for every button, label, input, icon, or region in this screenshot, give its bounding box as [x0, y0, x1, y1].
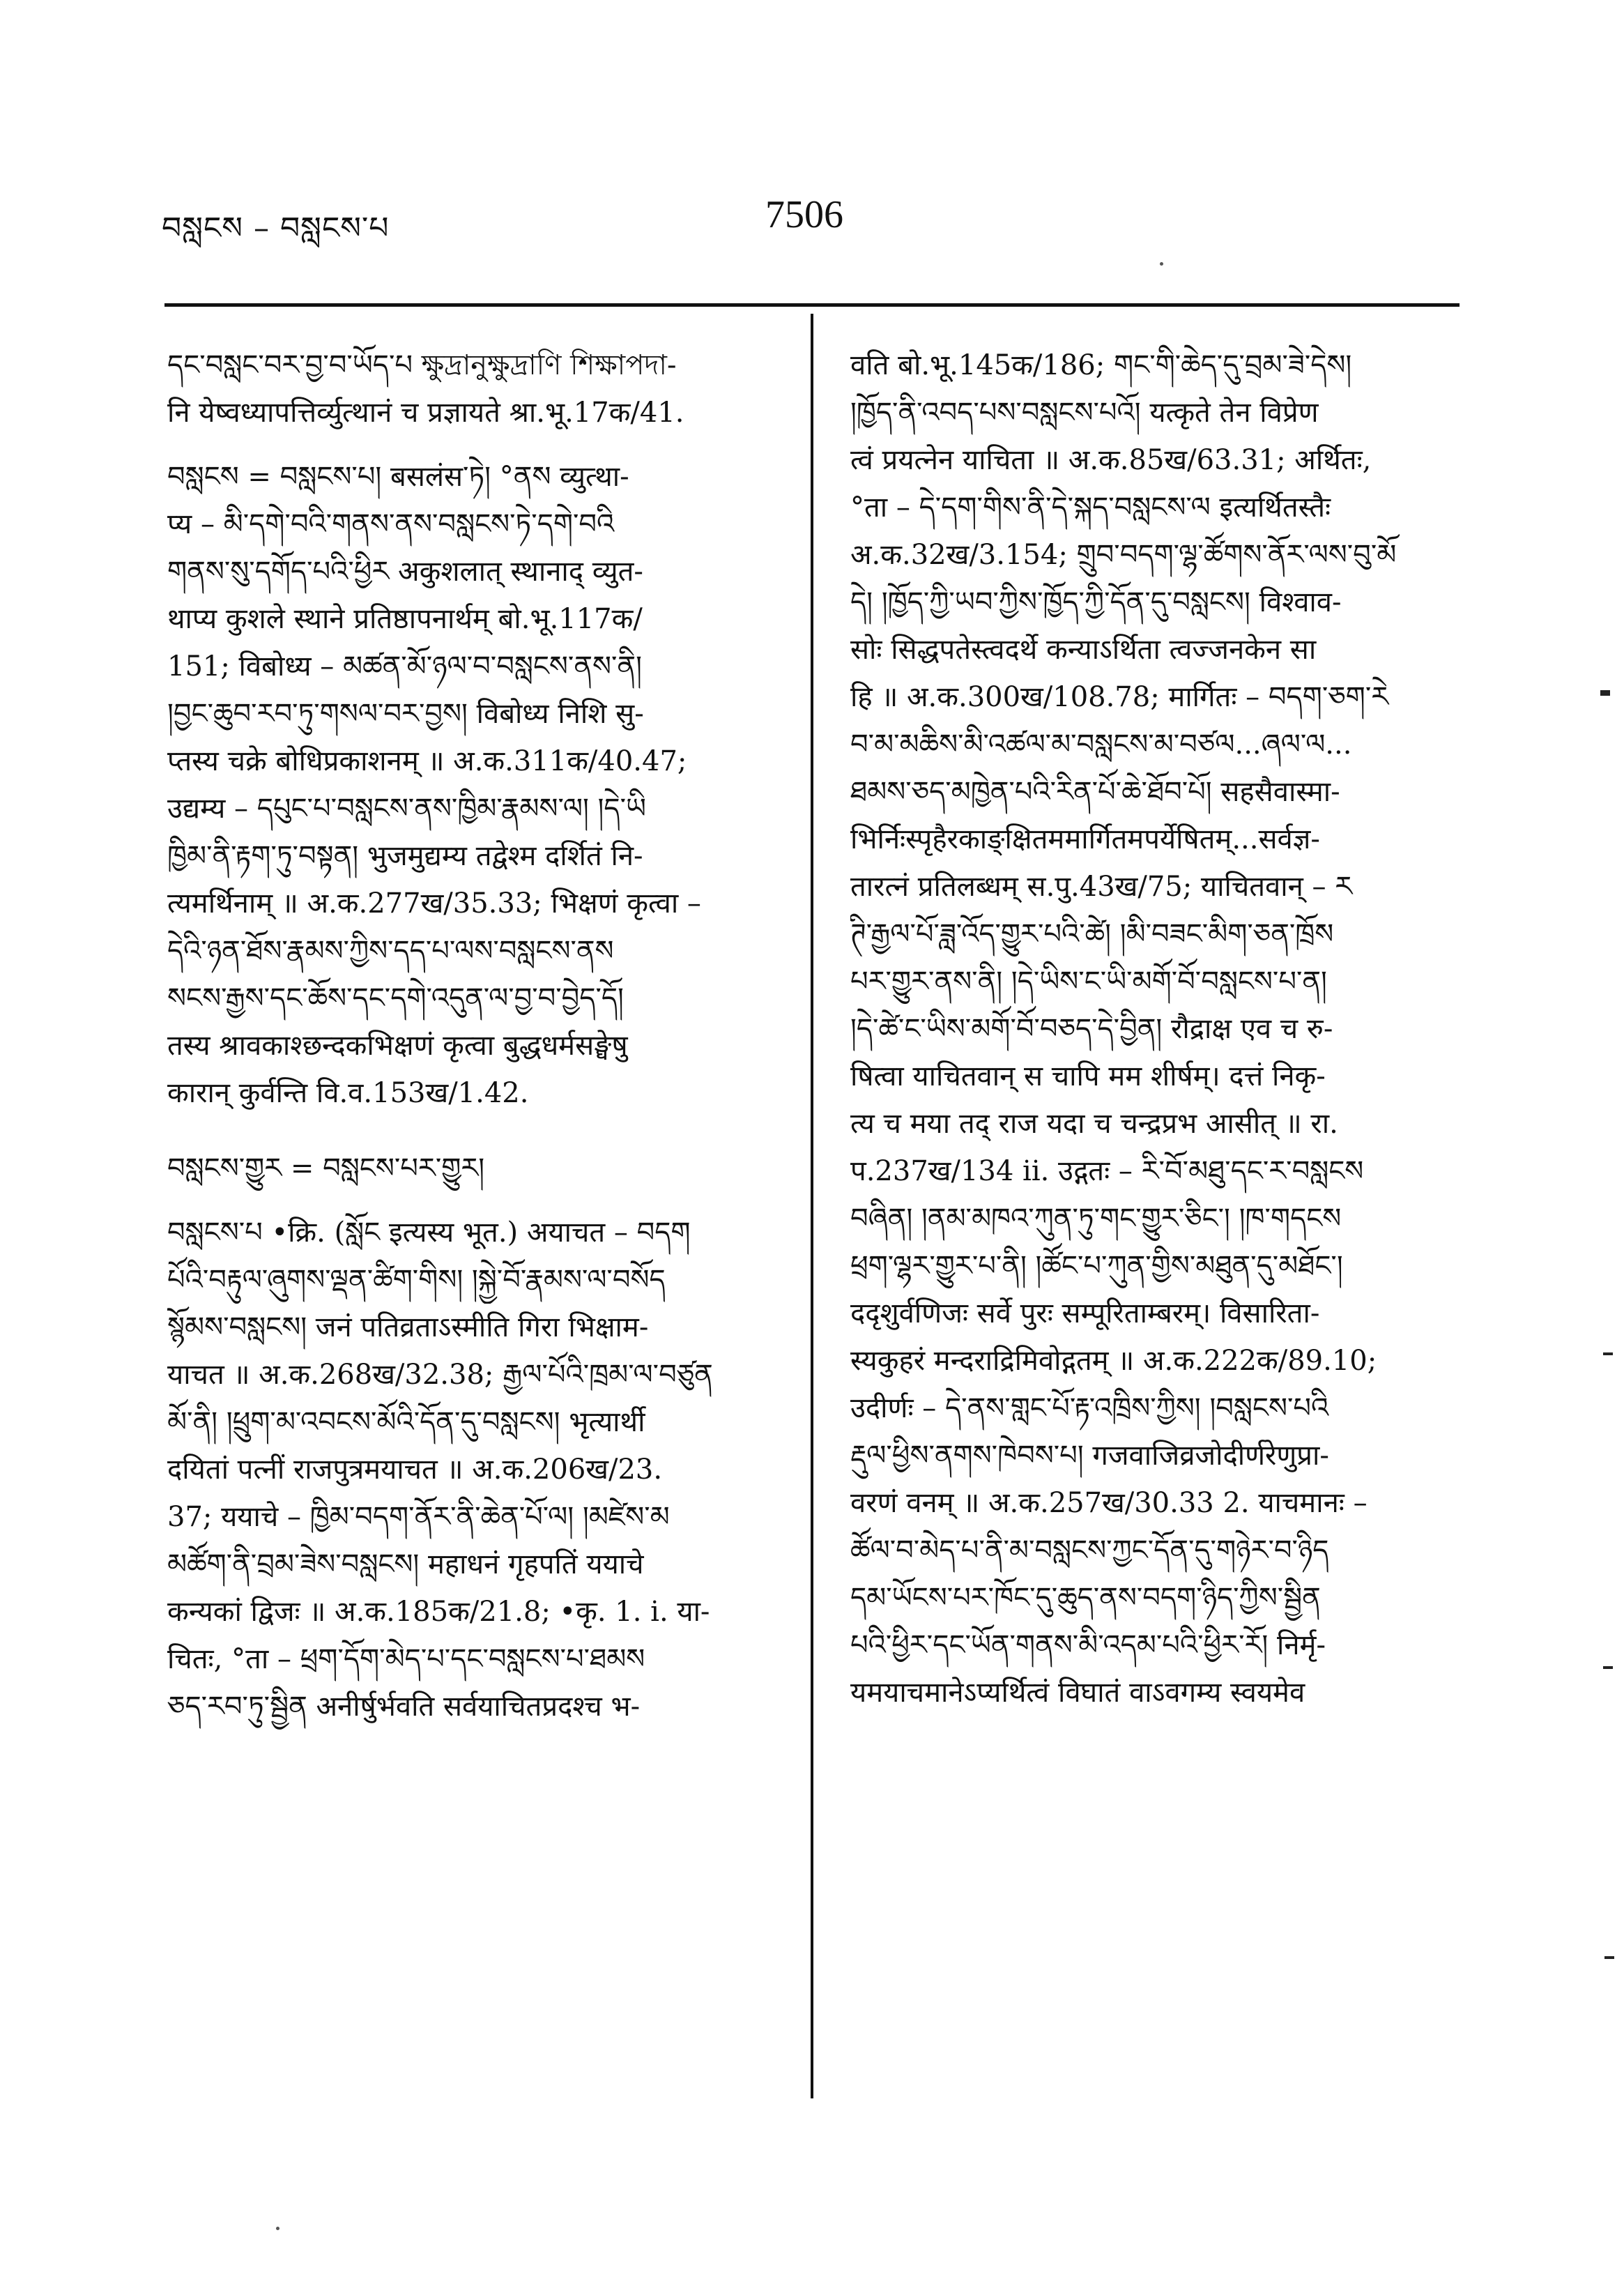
text-line: प्तस्य चक्रे बोधिप्रकाशनम् ॥ अ.क.311क/40.47;: [167, 745, 687, 777]
text-line: དེའི་ཉན་ཐོས་རྣམས་ཀྱིས་དད་པ་ལས་བསླངས་ནས: [167, 935, 614, 967]
text-line: त्य च मया तद् राज यदा च चन्द्रप्रभ आसीत् ॥ रा.: [850, 1108, 1338, 1140]
text-line: कारान् कुर्वन्ति वि.व.153ख/1.42.: [167, 1077, 529, 1109]
text-line: षित्वा याचितवान् स चापि मम शीर्षम्। दत्तं निकृ-: [850, 1060, 1326, 1092]
text-line: वति बो.भू.145क/186; གང་གི་ཆེད་དུ་བྲམ་ཟེ་དེས།: [850, 349, 1352, 381]
text-line: उदीर्णः – དེ་ནས་གླང་པོ་རྟ་འཁྲིས་ཀྱིས། །བསླངས་པའི: [850, 1392, 1329, 1424]
right-column: [850, 342, 1464, 1716]
text-line: ཁྱིམ་ནི་རྟག་ཏུ་བསྟན། भुजमुद्यम्य तद्वेश्म दर्शितं नि-: [167, 840, 643, 872]
text-line: ཕྲག་ལྷར་གྱུར་པ་ནི། །ཚོང་པ་ཀུན་གྱིས་མཐུན་དུ་མཐོང་།: [850, 1250, 1343, 1282]
text-line: भिर्निःस्पृहैरकाङ्क्षितममार्गितमपर्येषितम्...सर्वज्ञ-: [850, 823, 1320, 855]
text-line: °ता – དེ་དག་གིས་ནི་དེ་སྐད་བསླངས་ལ इत्यर्थितस्तैः: [850, 491, 1331, 524]
text-line: 37; ययाचे – ཁྱིམ་བདག་ནོར་ནི་ཆེན་པོ་ལ། །མཛེས་མ: [167, 1501, 670, 1533]
text-line: दयितां पत्नीं राजपुत्रमयाचत ॥ अ.क.206ख/23.: [167, 1454, 663, 1486]
text-line: तारत्नं प्रतिलब्धम् स.पु.43ख/75; याचितवान् – ར: [850, 871, 1353, 903]
header-left-text: བསླངས – བསླངས་པ: [162, 211, 390, 246]
text-line: त्यमर्थिनाम् ॥ अ.क.277ख/35.33; भिक्षणं कृत्वा –: [167, 887, 701, 920]
text-line: སྙོམས་བསླངས། जनं पतिव्रताऽस्मीति गिरा भिक्षाम-: [167, 1311, 649, 1343]
text-line: རྡུལ་ཕྱིས་ནགས་ཁེབས་པ། गजवाजिव्रजोदीर्णरेणुप्रा-: [850, 1440, 1329, 1472]
text-line: थाप्य कुशले स्थाने प्रतिष्ठापनार्थम् बो.भू.117क/: [167, 603, 643, 635]
entry-headword-line: བསླངས = བསླངས་པ། बसलंस་ཏེ། °ནས व्युत्था-: [167, 461, 629, 493]
text-line: 151; विबोध्य – མཚན་མོ་ཉལ་བ་བསླངས་ནས་ནི།: [167, 650, 642, 683]
text-line: सोः सिद्धपतेस्त्वदर्थे कन्याऽर्थिता त्वज्जनकेन सा: [850, 634, 1317, 666]
scan-mark: [1603, 1352, 1613, 1355]
text-line: यमयाचमानेऽप्यर्थित्वं विघातं वाऽवगम्य स्वयमेव: [850, 1677, 1305, 1709]
scan-mark: [1600, 690, 1610, 696]
text-line: नि येष्वध्यापत्तिर्व्युत्थानं च प्रज्ञायते श्रा.भू.17क/41.: [167, 397, 684, 429]
header-rule: [164, 303, 1460, 307]
left-column: [167, 342, 781, 1730]
text-line: प.237ख/134 ii. उद्गतः – རི་བོ་མཐུ་དང་ར་བསླངས: [850, 1155, 1364, 1187]
text-line: ददृशुर्वणिजः सर्वे पुरः सम्पूरिताम्बरम्। विसारिता-: [850, 1297, 1320, 1329]
text-line: त्वं प्रयत्नेन याचिता ॥ अ.क.85ख/63.31; अर्थितः,: [850, 444, 1372, 476]
text-line: अ.क.32ख/3.154; གྲུབ་བདག་ལྷ་ཚོགས་ནོར་ལས་བུ་མོ: [850, 539, 1397, 571]
text-line: वरणं वनम् ॥ अ.क.257ख/30.33 2. याचमानः –: [850, 1487, 1368, 1519]
text-line: བཞིན། །ནམ་མཁའ་ཀུན་ཏུ་གང་གྱུར་ཅིང་། །ཁ་གདངས: [850, 1203, 1342, 1235]
text-line: प्य – མི་དགེ་བའི་གནས་ནས་བསླངས་ཏེ་དགེ་བའི: [167, 508, 615, 540]
scan-mark: [1604, 1956, 1614, 1959]
scan-dot: [276, 2227, 279, 2230]
text-line: བ་མ་མཆིས་མི་འཚལ་མ་བསླངས་མ་བཙལ...ཞལ་ལ...: [850, 729, 1352, 761]
text-line: चितः, °ता – ཕྲག་དོག་མེད་པ་དང་བསླངས་པ་ཐམས: [167, 1643, 645, 1675]
text-line: हि ॥ अ.क.300ख/108.78; मार्गितः – བདག་ཅག་རེ: [850, 681, 1389, 713]
entry-headword-line: བསླངས་གྱུར = བསླངས་པར་གྱུར།: [167, 1152, 485, 1184]
text-line: དང་བསླང་བར་བྱ་བ་ཡོད་པ ক্ষুদ্রানুক্ষুদ্রাণি শিক্ষাপদা-: [167, 349, 677, 381]
text-line: ཐམས་ཅད་མཁྱེན་པའི་རིན་པོ་ཆེ་ཐོབ་པོ། सहसैवास्मा-: [850, 776, 1340, 808]
text-line: མོ་ནི། །ཕྲུག་མ་འབངས་མོའི་དོན་དུ་བསླངས། भृत्यार्थी: [167, 1406, 645, 1438]
text-line: उद्यम्य – དཔུང་པ་བསླངས་ནས་ཁྱིམ་རྣམས་ལ། །དེ་ཡི: [167, 793, 646, 825]
text-line: ཊི་རྒྱལ་པོ་ཟླ་འོད་གྱུར་པའི་ཚེ། །མི་བཟང་མིག་ཅན་ཁྲོས: [850, 918, 1334, 950]
text-line: कन्यकां द्विजः ॥ अ.क.185क/21.8; •कृ. 1. i. या-: [167, 1596, 710, 1628]
text-line: याचत ॥ अ.क.268ख/32.38; རྒྱལ་པོའི་ཁྲམ་ལ་བཙུན: [167, 1359, 713, 1391]
scan-dot: [1160, 262, 1163, 266]
text-line: ཅད་རབ་ཏུ་སྦྱིན अनीर्षुर्भवति सर्वयाचितप्रदश्च भ-: [167, 1691, 641, 1723]
scan-mark: [1603, 1666, 1613, 1669]
column-divider: [811, 314, 813, 2098]
text-line: तस्य श्रावकाश्छन्दकभिक्षणं कृत्वा बुद्धधर्मसङ्घेषु: [167, 1030, 628, 1062]
text-line: སངས་རྒྱས་དང་ཆོས་དང་དགེ་འདུན་ལ་བྱ་བ་བྱེད་དོ།: [167, 982, 624, 1014]
text-line: །ཁྱོད་ནི་འབད་པས་བསླངས་པའོ། यत्कृते तेन विप्रेण: [850, 397, 1319, 429]
entry-headword-line: བསླངས་པ •क्रि. (སློང इत्यस्य भूत.) अयाचत – བདག: [167, 1217, 691, 1249]
text-line: །བྱང་ཆུབ་རབ་ཏུ་གསལ་བར་བྱས། विबोध्य निशि सु-: [167, 698, 644, 730]
text-line: ཚོལ་བ་མེད་པ་ནི་མ་བསླངས་ཀྱང་དོན་དུ་གཉེར་བ་ཉིད: [850, 1534, 1329, 1566]
page-number: 7506: [765, 193, 843, 236]
text-line: པར་གྱུར་ནས་ནི། །དེ་ཡིས་ང་ཡི་མགོ་བོ་བསླངས་པ་ན།: [850, 966, 1327, 998]
text-line: དེ། །ཁྱོད་ཀྱི་ཡབ་ཀྱིས་ཁྱོད་ཀྱི་དོན་དུ་བསླངས། विश्वाव-: [850, 586, 1342, 618]
text-line: स्यकुहरं मन्दराद्रिमिवोद्गतम् ॥ अ.क.222क/89.10;: [850, 1345, 1377, 1377]
text-line: མཚོག་ནི་བྲམ་ཟེས་བསླངས། महाधनं गृहपतिं ययाचे: [167, 1548, 644, 1580]
text-line: གནས་སུ་དགོད་པའི་ཕྱིར अकुशलात् स्थानाद् व्युत-: [167, 556, 643, 588]
text-line: དམ་ཡོངས་པར་ཁོང་དུ་ཆུད་ནས་བདག་ཉིད་ཀྱིས་སྦྱིན: [850, 1582, 1321, 1614]
text-line: པོའི་བརྟུལ་ཞུགས་ལྡན་ཚིག་གིས། །སྐྱེ་བོ་རྣམས་ལ་བསོད: [167, 1264, 666, 1296]
text-line: པའི་ཕྱིར་དང་ཡོན་གནས་མི་འདམ་པའི་ཕྱིར་རོ། निर्मृ-: [850, 1629, 1326, 1661]
text-line: །དེ་ཚེ་ང་ཡིས་མགོ་བོ་བཅད་དེ་བྱིན། रौद्राक्ष एव च रु-: [850, 1013, 1333, 1045]
